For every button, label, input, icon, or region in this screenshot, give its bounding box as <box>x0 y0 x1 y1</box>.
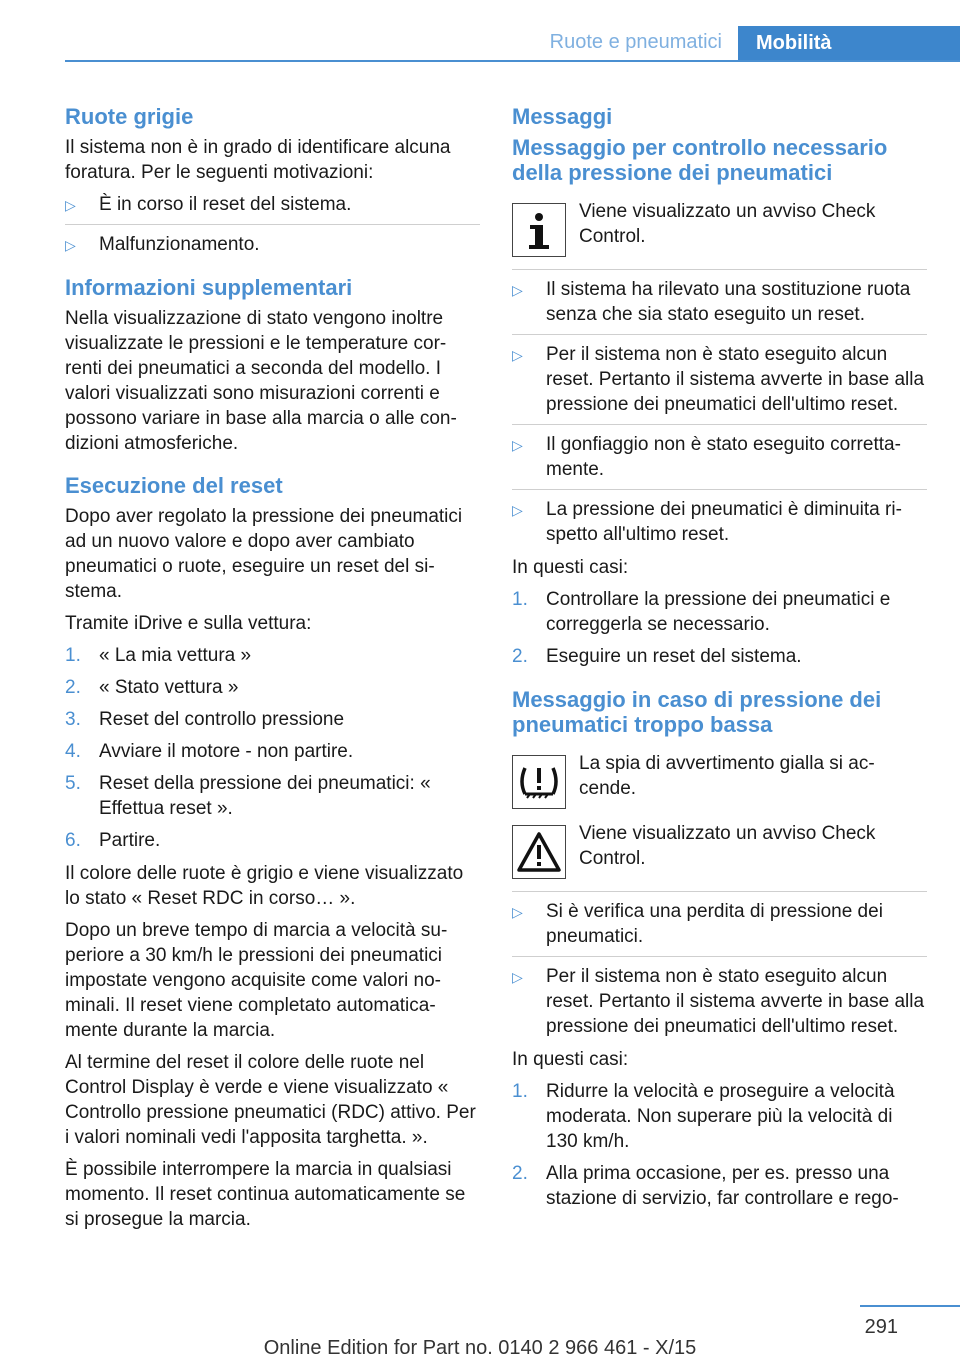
paragraph: È possibile interrompere la marcia in qualsiasi momento. Il reset continua automaticamente se si prosegue la marcia. <box>65 1159 466 1230</box>
header-rule <box>65 60 960 62</box>
paragraph: In questi casi: <box>512 1049 629 1070</box>
triangle-right-icon: ▷ <box>512 502 523 518</box>
triangle-right-icon: ▷ <box>512 347 523 363</box>
page-header <box>65 26 960 62</box>
divider <box>65 224 480 225</box>
paragraph: Nella visualizzazione di stato vengono inoltre visualizzate le pressioni e le temperature cor-renti dei pneumatici a seconda del modello. I valori visualizzati sono misurazioni correnti e possono variare in base alla marcia o alle con-dizioni atmosferiche. <box>65 308 457 454</box>
list-item: 5. Reset della pressione dei pneumatici: « Effettua reset ». <box>65 773 431 819</box>
tire-pressure-warning-icon <box>512 755 566 809</box>
notice-text: Viene visualizzato un avviso Check Control. <box>579 201 876 247</box>
heading-ruote-grigie: Ruote grigie <box>65 104 194 129</box>
paragraph: In questi casi: <box>512 557 629 578</box>
paragraph: Tramite iDrive e sulla vettura: <box>65 613 312 634</box>
heading-esecuzione-reset: Esecuzione del reset <box>65 473 283 498</box>
heading-messaggi: Messaggi <box>512 104 613 129</box>
warning-light-notice <box>512 751 927 811</box>
paragraph: Dopo aver regolato la pressione dei pneumatici ad un nuovo valore e dopo aver cambiato pneumatici o ruote, eseguire un reset del si-stema. <box>65 506 463 602</box>
list-item: 1. Ridurre la velocità e proseguire a velocità moderata. Non superare più la velocità di 130 km/h. <box>512 1081 895 1152</box>
triangle-right-icon: ▷ <box>512 437 523 453</box>
paragraph: Al termine del reset il colore delle ruote nel Control Display è verde e viene visualizzato « Controllo pressione pneumatici (RDC) attivo. Per i valori nominali vedi l'apposita targhetta. ». <box>65 1052 476 1148</box>
left-column <box>65 104 480 1239</box>
list-item: 2. « Stato vettura » <box>65 677 239 698</box>
triangle-right-icon: ▷ <box>512 282 523 298</box>
list-item: ▷ Il gonfiaggio non è stato eseguito corretta-mente. <box>512 434 901 480</box>
numbered-list <box>65 643 480 853</box>
list-item: ▷ Malfunzionamento. <box>65 232 480 257</box>
page-footer <box>0 1300 960 1362</box>
list-item: 2. Eseguire un reset del sistema. <box>512 646 802 667</box>
divider <box>512 956 927 957</box>
list-item: ▷ La pressione dei pneumatici è diminuita ri-spetto all'ultimo reset. <box>512 499 902 545</box>
divider <box>512 269 927 270</box>
heading-messaggio-controllo: Messaggio per controllo necessario della pressione dei pneumatici <box>512 135 888 185</box>
check-control-notice <box>512 821 927 881</box>
bullet-list <box>512 899 927 1039</box>
list-item: 1. « La mia vettura » <box>65 645 252 666</box>
bullet-list <box>512 277 927 547</box>
header-chapter-tab: Mobilità <box>738 26 960 62</box>
heading-informazioni-supplementari: Informazioni supplementari <box>65 275 353 300</box>
right-column <box>512 104 927 1219</box>
paragraph: Il sistema non è in grado di identificare alcuna foratura. Per le seguenti motivazioni: <box>65 137 451 183</box>
paragraph: Il colore delle ruote è grigio e viene visualizzato lo stato « Reset RDC in corso… ». <box>65 863 464 909</box>
notice-text: Viene visualizzato un avviso Check Control. <box>579 823 876 869</box>
header-section-title: Ruote e pneumatici <box>549 31 722 53</box>
heading-pressione-bassa: Messaggio in caso di pressione dei pneumatici troppo bassa <box>512 687 882 737</box>
list-item: ▷ Per il sistema non è stato eseguito alcun reset. Pertanto il sistema avverte in base alla pressione dei pneumatici dell'ultimo reset. <box>512 966 925 1037</box>
list-item: ▷ Il sistema ha rilevato una sostituzione ruota senza che sia stato eseguito un reset. <box>512 279 911 325</box>
numbered-list <box>512 587 927 669</box>
edition-note: Online Edition for Part no. 0140 2 966 461 - X/15 <box>263 1337 697 1359</box>
triangle-right-icon: ▷ <box>65 237 76 253</box>
divider <box>512 489 927 490</box>
warning-triangle-icon <box>512 825 566 879</box>
list-item: 6. Partire. <box>65 830 161 851</box>
list-item: ▷ È in corso il reset del sistema. <box>65 192 480 217</box>
notice-text: La spia di avvertimento gialla si ac-cende. <box>579 753 875 799</box>
bullet-list <box>65 192 480 257</box>
divider <box>512 891 927 892</box>
list-item: 2. Alla prima occasione, per es. presso una stazione di servizio, far controllare e rego- <box>512 1163 899 1209</box>
triangle-right-icon: ▷ <box>512 904 523 920</box>
divider <box>512 424 927 425</box>
list-item: ▷ Si è verifica una perdita di pressione dei pneumatici. <box>512 901 883 947</box>
numbered-list <box>512 1079 927 1211</box>
triangle-right-icon: ▷ <box>512 969 523 985</box>
list-item: ▷ Per il sistema non è stato eseguito alcun reset. Pertanto il sistema avverte in base alla pressione dei pneumatici dell'ultimo reset. <box>512 344 925 415</box>
triangle-right-icon: ▷ <box>65 197 76 213</box>
page-number: 291 <box>864 1316 898 1338</box>
list-item: 1. Controllare la pressione dei pneumatici e correggerla se necessario. <box>512 589 891 635</box>
check-control-notice <box>512 199 927 259</box>
footer-rule <box>860 1305 960 1307</box>
divider <box>512 334 927 335</box>
list-item: 3. Reset del controllo pressione <box>65 709 345 730</box>
list-item: 4. Avviare il motore - non partire. <box>65 741 354 762</box>
paragraph: Dopo un breve tempo di marcia a velocità su-periore a 30 km/h le pressioni dei pneumatici impostate vengono acquisite come valori no-minali. Il reset viene completato automatica-mente durante la marcia. <box>65 920 448 1041</box>
info-icon <box>512 203 566 257</box>
